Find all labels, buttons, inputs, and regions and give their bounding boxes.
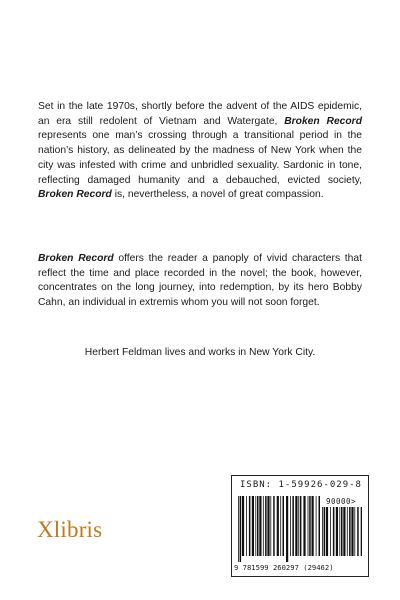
barcode-bar (246, 496, 247, 556)
barcode-bar (255, 496, 256, 556)
barcode-bar (265, 496, 267, 556)
ean-barcode-bars (238, 496, 320, 562)
barcode-bar (322, 507, 323, 556)
price-code: 90000> (326, 497, 357, 506)
barcode-bar (259, 496, 261, 556)
barcode-bar (280, 496, 281, 556)
barcode-bar (240, 496, 242, 562)
barcode-bar (292, 496, 294, 556)
barcode-bar (286, 496, 288, 562)
barcode-bar (249, 496, 251, 556)
barcode-bar (290, 496, 291, 556)
barcode-bar (341, 507, 343, 556)
barcode-bar (333, 507, 335, 556)
barcode-bar (238, 496, 239, 562)
barcode-bar (343, 507, 345, 556)
barcode-bar (339, 507, 340, 556)
barcode-bar (336, 507, 338, 556)
book-title-emphasis: Broken Record (284, 115, 362, 127)
blurb-paragraph-1 (38, 100, 362, 203)
barcode-bar (300, 496, 302, 556)
barcode-bar (242, 496, 244, 556)
blurb-text: Set in the late 1970s, shortly before the advent of the AIDS epidemic, an era still redolent of Vietnam and Watergate, (38, 101, 362, 127)
barcode-bar (257, 496, 259, 556)
barcode-bar (295, 496, 297, 556)
barcode-bar (351, 507, 353, 556)
author-bio: Herbert Feldman lives and works in New York City. (84, 347, 316, 358)
barcode-bar (354, 507, 355, 556)
barcode-bar (316, 496, 317, 556)
barcode-bar (349, 507, 351, 556)
barcode-bar (312, 496, 314, 556)
barcode-bar (361, 507, 362, 556)
isbn-label: ISBN: 1-59926-029-8 (240, 480, 362, 490)
barcode-bar (326, 507, 328, 556)
barcode-bar (324, 507, 326, 556)
barcode-bar (347, 507, 348, 556)
barcode-bar (319, 496, 321, 556)
isbn-barcode-box (231, 475, 369, 577)
blurb-paragraph-2 (38, 252, 362, 311)
barcode-bar (277, 496, 279, 556)
barcode-bar (357, 507, 359, 556)
book-title-emphasis: Broken Record (38, 253, 114, 264)
barcode-bar (252, 496, 254, 556)
blurb-text: offers the reader a panoply of vivid characters that reflect the time and place recorded in the novel; the book, however, concentrates on the long journey, into redemption, by its hero Bobby Cahn, an individual in extremis whom you will not soon forget. (38, 253, 362, 309)
publisher-logo: Xlibris (37, 517, 103, 542)
barcode-bar (283, 496, 285, 556)
blurb-text: is, nevertheless, a novel of great compassion. (111, 189, 324, 201)
barcode-bar (263, 496, 264, 556)
barcode-bar (303, 496, 305, 556)
blurb-text: represents one man’s crossing through a transitional period in the nation’s history, as delineated by the madness of New York when the city was infested with crime and unbridled sexuality. Sardonic in tone, reflecting damaged humanity and a debauched, evicted society, (38, 130, 362, 186)
barcode-bar (309, 496, 311, 556)
supplement-barcode-bars (322, 507, 362, 562)
barcode-bar (267, 496, 269, 556)
barcode-digits: 9 781599 260297 (29462) (234, 563, 334, 572)
barcode-bar (330, 507, 331, 556)
book-title-emphasis: Broken Record (38, 189, 112, 201)
barcode-bar (270, 496, 271, 556)
barcode-bar (308, 496, 309, 556)
barcode-bar (298, 496, 299, 556)
barcode-bar (273, 496, 275, 556)
